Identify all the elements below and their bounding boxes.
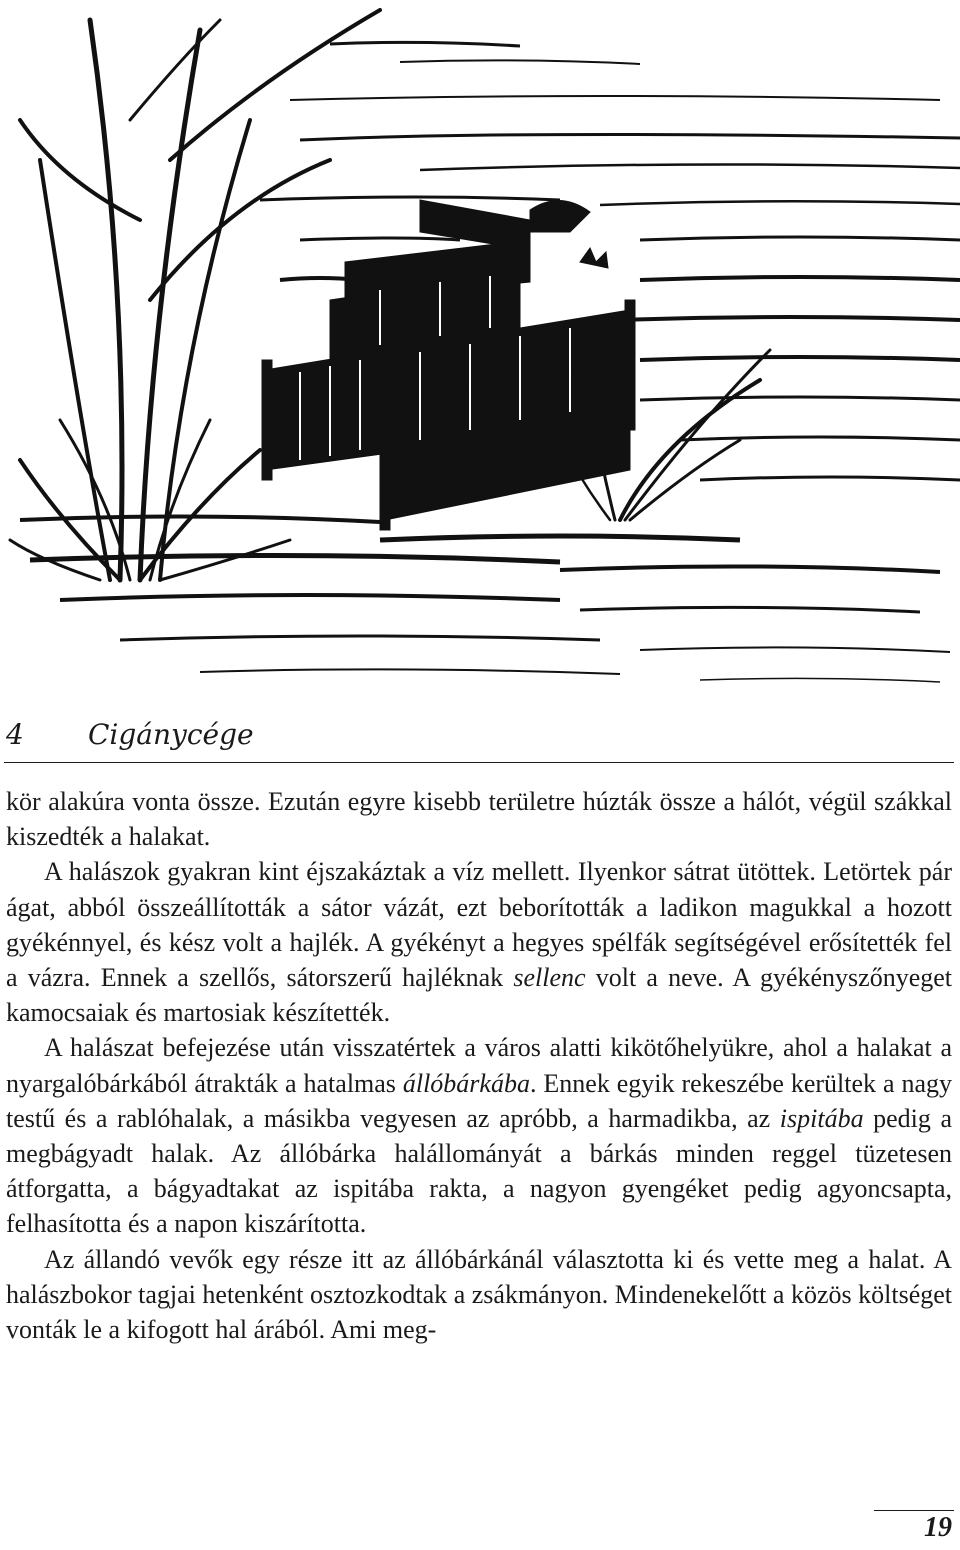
term-sellenc: sellenc xyxy=(513,963,586,993)
section-title: Cigánycége xyxy=(88,718,254,751)
running-head xyxy=(6,714,952,756)
paragraph-3: A halászat befejezése után visszatértek a város alatti kikötőhelyükre, ahol a halakat a nyargalóbárkából átrakták a hatalmas állóbárkába. Ennek egyik rekeszébe kerültek a nagy testű és a rablóhalak, a másikba vegyesen az apróbb, a harmadikba, az ispitába pedig a megbágyadt halak. Az állóbárka halállományát a bárkás minden reggel tüzetesen átforgatta, a bágyadtakat az ispitába rakta, a nagyon gyengéket pedig agyoncsapta, felhasította és a napon kiszárította. xyxy=(6,1033,952,1239)
term-allobarka: állóbárkába xyxy=(402,1068,530,1098)
header-page-number: 4 xyxy=(6,718,24,751)
fish-trap-fence xyxy=(262,200,635,530)
paragraph-4: Az állandó vevők egy része itt az állóbárkánál választotta ki és vette meg a halat. A halászbokor tagjai hetenként osztozkodtak a zsákmányon. Mindenekelőtt a közös költséget vonták le a kifogott hal árából. Ami meg- xyxy=(6,1244,952,1345)
fish-trap-illustration xyxy=(0,0,960,700)
body-text xyxy=(6,784,952,1347)
footer-rule xyxy=(874,1510,954,1511)
header-rule xyxy=(4,762,954,763)
paragraph-1: kör alakúra vonta össze. Ezután egyre kisebb területre húzták össze a hálót, végül szákkal kiszedték a halakat. xyxy=(6,787,952,852)
footer-page-number: 19 xyxy=(924,1512,952,1543)
reeds-left xyxy=(10,10,380,580)
paragraph-2: A halászok gyakran kint éjszakáztak a víz mellett. Ilyenkor sátrat ütöttek. Letörtek pár ágat, abból összeállították a sátor vázát, ezt beborították a ladikon magukkal a hozott gyékénnyel, és kész volt a hajlék. A gyékényt a hegyes spélfák segítségével erősítették fel a vázra. Ennek a szellős, sátorszerű hajléknak sellenc volt a neve. A gyékényszőnyeget kamocsaiak és martosiak készítették. xyxy=(6,857,952,1028)
term-ispita: ispitába xyxy=(779,1103,864,1133)
